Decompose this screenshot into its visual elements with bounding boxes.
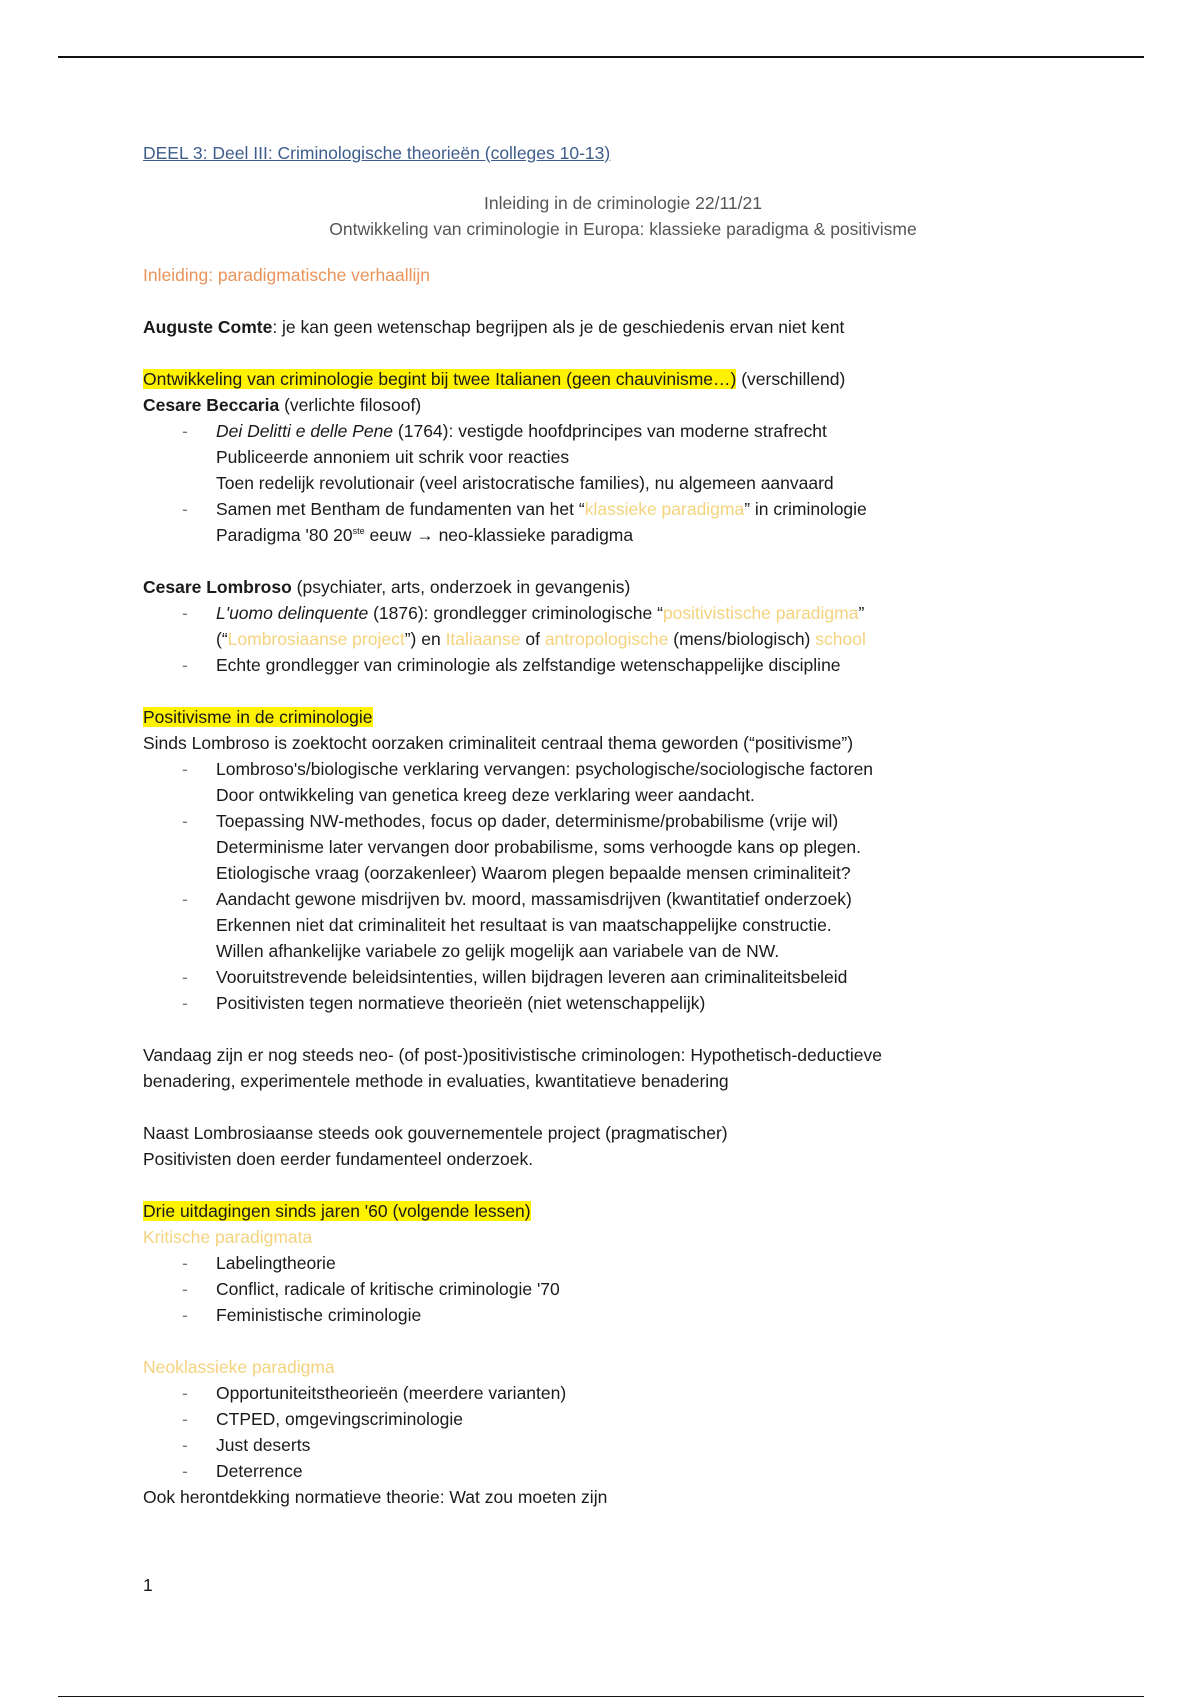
list-item: Publiceerde annoniem uit schrik voor reacties [216,447,570,467]
text: Paradigma '80 20 [216,525,353,545]
top-rule [58,56,1144,58]
beccaria-role: (verlichte filosoof) [279,395,422,415]
lombroso-list [143,600,1103,678]
term-lombrosiaanse-project: Lombrosiaanse project [227,629,405,649]
list-item [216,626,1103,652]
beccaria-line [143,392,1103,418]
list-item: Determinisme later vervangen door probabilisme, soms verhoogde kans op plegen. [216,837,861,857]
list-item: Willen afhankelijke variabele zo gelijk mogelijk aan variabele van de NW. [216,941,780,961]
list-item [216,600,1103,626]
today-line-2: benadering, experimentele methode in evaluaties, kwantitatieve benadering [143,1071,729,1091]
title-line-1: Inleiding in de criminologie 22/11/21 [484,193,762,213]
list-item: - Feministische criminologie [216,1302,1103,1328]
list-item: Door ontwikkeling van genetica kreeg deze verklaring weer aandacht. [216,785,755,805]
list-item: - Just deserts [216,1432,1103,1458]
lombroso-role: (psychiater, arts, onderzoek in gevangenis) [291,577,631,597]
document-body [143,140,1103,1510]
comte-name: Auguste Comte [143,317,273,337]
list-item: - Deterrence [216,1458,1103,1484]
text: ” [858,603,865,623]
critical-list [143,1250,1103,1328]
list-item: Toen redelijk revolutionair (veel aristocratische families), nu algemeen aanvaard [216,473,834,493]
challenges-heading: Drie uitdagingen sinds jaren '60 (volgende lessen) [143,1201,531,1221]
list-item: Erkennen niet dat criminaliteit het resultaat is van maatschappelijke constructie. [216,915,832,935]
neo-heading: Neoklassieke paradigma [143,1357,335,1377]
list-item: - Toepassing NW-methodes, focus op dader, determinisme/probabilisme (vrije wil) [216,808,1103,834]
bottom-rule [58,1696,1144,1697]
intro-heading: Inleiding: paradigmatische verhaallijn [143,265,430,285]
list-item [216,522,1103,548]
page-number: 1 [143,1575,153,1595]
list-item: - Opportuniteitstheorieën (meerdere varianten) [216,1380,1103,1406]
italians-suffix: (verschillend) [736,369,846,389]
text: ”) en [404,629,446,649]
critical-heading: Kritische paradigmata [143,1227,313,1247]
comte-line [143,314,1103,340]
text: (1876): grondlegger criminologische “ [368,603,663,623]
italians-heading: Ontwikkeling van criminologie begint bij twee Italianen (geen chauvinisme…) [143,369,737,389]
positivism-intro: Sinds Lombroso is zoektocht oorzaken criminaliteit centraal thema geworden (“positivisme”) [143,733,854,753]
today-line-1: Vandaag zijn er nog steeds neo- (of post-)positivistische criminologen: Hypothetisch-deductieve [143,1045,882,1065]
lombroso-book: L'uomo delinquente [216,603,369,623]
list-item: - Positivisten tegen normatieve theorieën (niet wetenschappelijk) [216,990,1103,1016]
lombroso-line [143,574,1103,600]
beccaria-book: Dei Delitti e delle Pene [216,421,394,441]
naast-line-1: Naast Lombrosiaanse steeds ook gouvernementele project (pragmatischer) [143,1123,728,1143]
comte-text: : je kan geen wetenschap begrijpen als je de geschiedenis ervan niet kent [272,317,845,337]
text: of [520,629,545,649]
positivism-list [143,756,1103,1016]
beccaria-name: Cesare Beccaria [143,395,280,415]
list-item: - Echte grondlegger van criminologie als zelfstandige wetenschappelijke discipline [216,652,1103,678]
term-antropologische: antropologische [544,629,669,649]
list-item: - Conflict, radicale of kritische criminologie '70 [216,1276,1103,1302]
superscript: ste [352,526,365,537]
deel-heading[interactable]: DEEL 3: Deel III: Criminologische theorieën (colleges 10-13) [143,143,611,163]
term-klassieke-paradigma: klassieke paradigma [584,499,745,519]
list-item: - Aandacht gewone misdrijven bv. moord, massamisdrijven (kwantitatief onderzoek) [216,886,1103,912]
list-item [216,496,1103,522]
term-italiaanse: Italiaanse [445,629,521,649]
text: eeuw → neo-klassieke paradigma [364,525,634,545]
text: ” in criminologie [744,499,867,519]
list-item: - Vooruitstrevende beleidsintenties, willen bijdragen leveren aan criminaliteitsbeleid [216,964,1103,990]
list-item: - CTPED, omgevingscriminologie [216,1406,1103,1432]
naast-line-2: Positivisten doen eerder fundamenteel onderzoek. [143,1149,534,1169]
italians-line [143,366,1103,392]
term-school: school [815,629,866,649]
list-item: - Lombroso's/biologische verklaring vervangen: psychologische/sociologische factoren [216,756,1103,782]
list-item: Etiologische vraag (oorzakenleer) Waarom plegen bepaalde mensen criminaliteit? [216,863,851,883]
neo-list [143,1380,1103,1484]
title-line-2: Ontwikkeling van criminologie in Europa: klassieke paradigma & positivisme [329,219,917,239]
positivism-heading: Positivisme in de criminologie [143,707,373,727]
text: (mens/biologisch) [668,629,816,649]
text: (“ [216,629,228,649]
beccaria-book-rest: (1764): vestigde hoofdprincipes van moderne strafrecht [393,421,827,441]
challenges-heading-line [143,1198,1103,1224]
text: Samen met Bentham de fundamenten van het “ [216,499,585,519]
beccaria-list [143,418,1103,548]
list-item: - Labelingtheorie [216,1250,1103,1276]
list-item [216,418,1103,444]
term-positivistische-paradigma: positivistische paradigma [662,603,859,623]
lombroso-name: Cesare Lombroso [143,577,292,597]
positivism-heading-line [143,704,1103,730]
closing-line: Ook herontdekking normatieve theorie: Wat zou moeten zijn [143,1487,608,1507]
